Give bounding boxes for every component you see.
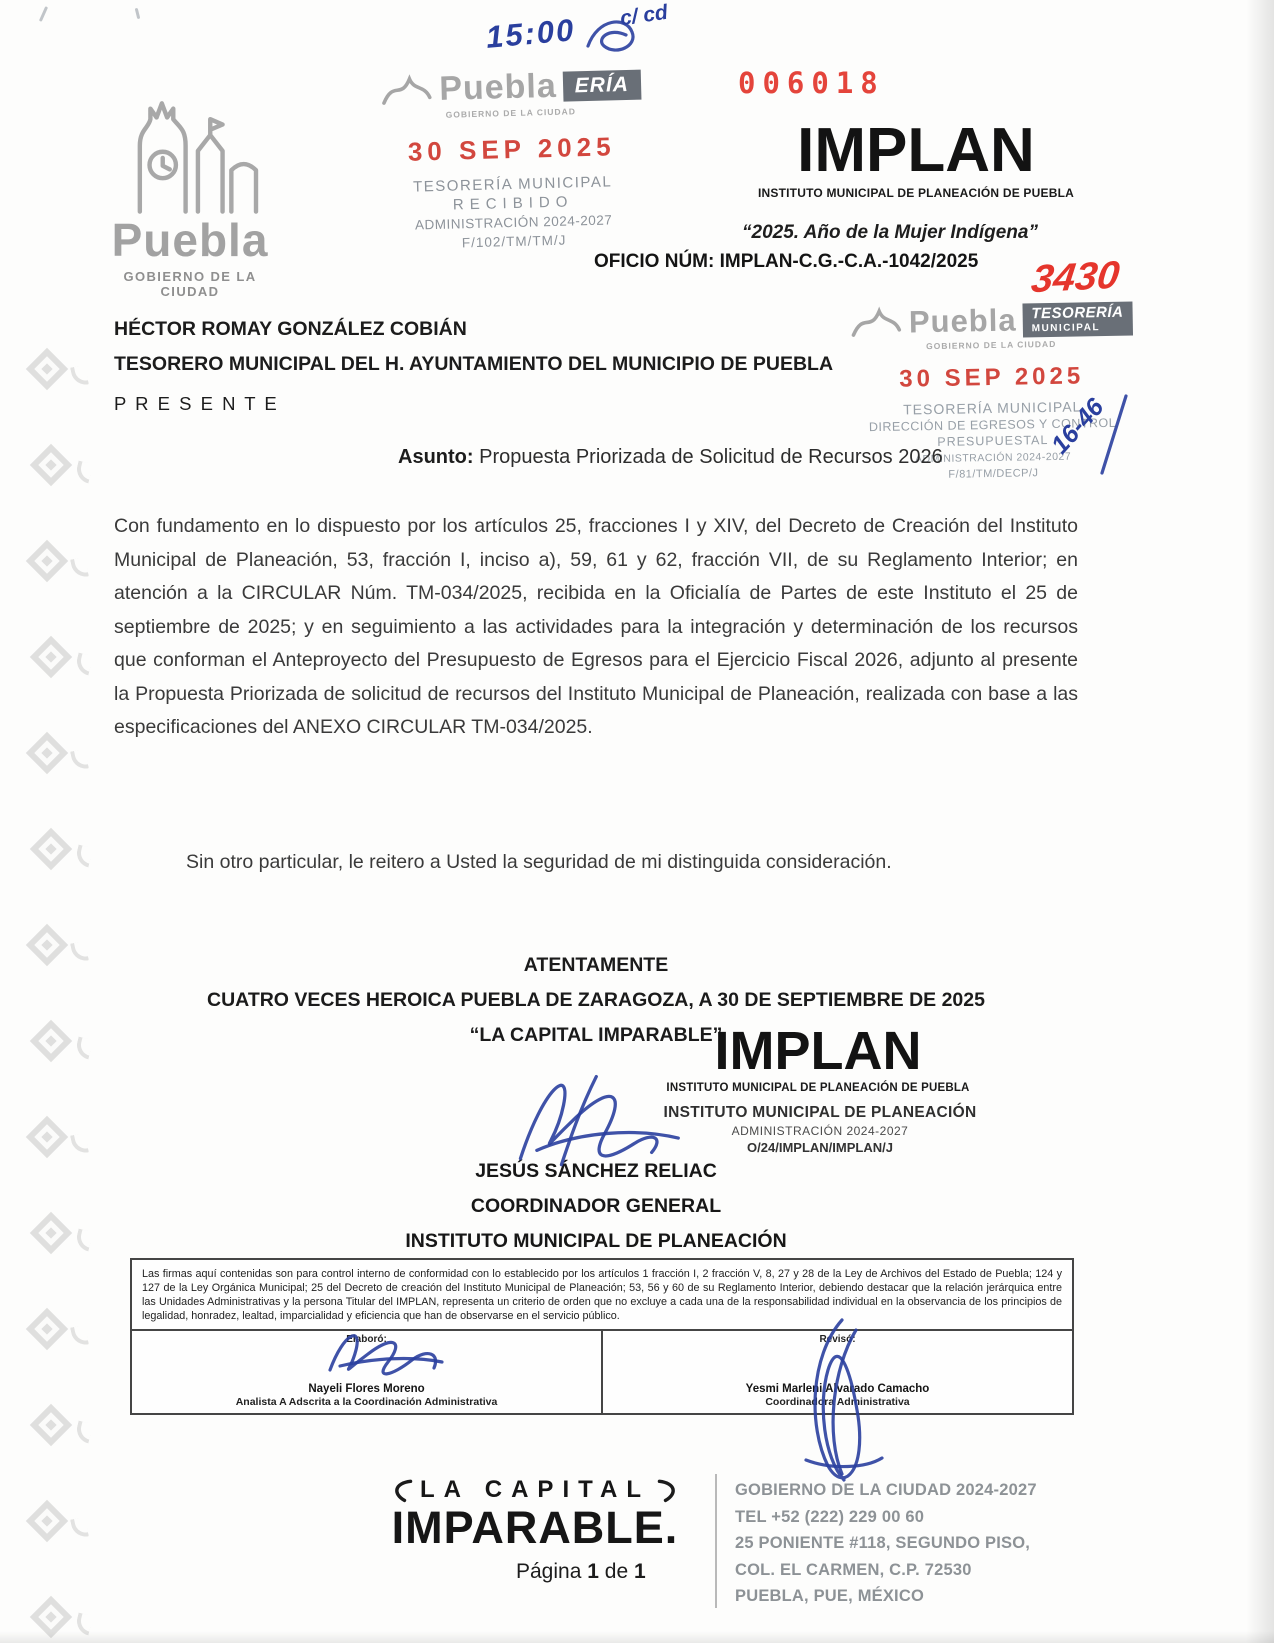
- talavera-motif: [26, 350, 96, 394]
- capital-quote-line: “LA CAPITAL IMPARABLE”: [469, 1024, 723, 1046]
- subject-label: Asunto:: [398, 446, 474, 468]
- stamp-sketch-icon: [849, 305, 904, 342]
- atentamente-line: ATENTAMENTE: [523, 954, 669, 976]
- stamp-line: ADMINISTRACIÓN 2024-2027: [414, 212, 613, 233]
- coordinator-signature: [502, 1058, 707, 1173]
- subject-text: Propuesta Priorizada de Solicitud de Recursos 2026: [473, 446, 943, 468]
- stamp-line: ADMINISTRACIÓN 2024-2027: [914, 450, 1072, 465]
- stamp-box-line: TESORERÍA: [1031, 303, 1124, 323]
- review-signature-row: [132, 1329, 1072, 1413]
- reviso-name: Yesmi Marleni Alvarado Camacho: [745, 1383, 930, 1395]
- page-current: 1: [587, 1560, 599, 1583]
- flourish-icon: [656, 1477, 682, 1503]
- stamp-line: DIRECCIÓN DE EGRESOS Y CONTROL: [868, 415, 1117, 434]
- contact-line: GOBIERNO DE LA CIUDAD 2024-2027: [735, 1481, 1037, 1499]
- stamp-line: ADMINISTRACIÓN 2024-2027: [731, 1124, 909, 1138]
- stamp-puebla-wordmark: Puebla: [908, 302, 1017, 340]
- oficio-number: OFICIO NÚM: IMPLAN-C.G.-C.A.-1042/2025: [594, 251, 979, 272]
- handwritten-note: c/ cd: [618, 0, 670, 31]
- pencil-mark: [135, 8, 141, 19]
- talavera-motif: [26, 734, 96, 778]
- stamp-line: TESORERÍA MUNICIPAL: [903, 398, 1082, 418]
- stamp-line: F/102/TM/TM/J: [461, 232, 567, 251]
- addressee-title: TESORERO MUNICIPAL DEL H. AYUNTAMIENTO DEL MUNICIPIO DE PUEBLA: [114, 353, 834, 375]
- handwritten-control-number: 3430: [1029, 253, 1122, 302]
- capital-logo-line1: LA CAPITAL: [420, 1476, 650, 1503]
- contact-line: 25 PONIENTE #118, SEGUNDO PISO,: [735, 1534, 1031, 1552]
- stamp-sketch-icon: [379, 72, 434, 109]
- received-date-stamp: 30 SEP 2025: [407, 131, 616, 167]
- body-paragraph-1: Con fundamento en lo dispuesto por los artículos 25, fracciones I y XIV, del Decreto de Creación del Instituto Municipal de Planeación, 53, fracción I, inciso a), 59, 61 y 62, fracción VII, de su Reglamento Interior; en atención a la CIRCULAR Núm. TM-034/2025, recibida en la Oficialía de Partes de este Instituto el 25 de septiembre de 2025; y en seguimiento a las actividades para la integración y determinación de los recursos que conforman el Anteproyecto del Presupuesto de Egresos para el Ejercicio Fiscal 2026, adjunto al presente la Propuesta Priorizada de solicitud de recursos del Instituto Municipal de Planeación, realizada con base a las especificaciones del ANEXO CIRCULAR TM-034/2025.: [114, 515, 1078, 738]
- talavera-motif: [26, 638, 96, 682]
- stamp-tesoreria-label: ERÍA: [562, 69, 641, 101]
- page-of: de: [604, 1560, 629, 1583]
- scan-edge-shadow: [0, 1631, 1274, 1643]
- talavera-margin-decoration: [26, 350, 96, 1642]
- elaboro-role: Analista A Adscrita a la Coordinación Administrativa: [235, 1396, 498, 1408]
- puebla-cathedral-icon: [115, 84, 265, 216]
- contact-line: COL. EL CARMEN, C.P. 72530: [735, 1560, 972, 1579]
- talavera-motif: [26, 1310, 96, 1354]
- egresos-date-stamp: 30 SEP 2025: [898, 362, 1085, 393]
- talavera-motif: [26, 926, 96, 970]
- implan-wordmark: IMPLAN: [797, 116, 1035, 185]
- talavera-motif: [26, 1022, 96, 1066]
- legal-text: Las firmas aquí contenidas son para control interno de conformidad con lo establecido por los artículos 1 fracción I, 2 fracción V, 8, 27 y 28 de la Ley de Archivos del Estado de Puebla; 124 y 127 de la Ley Orgánica Municipal; 25 del Decreto de creación del Instituto Municipal de Planeación; 53, 56 y 60 de su Reglamento Interior, debiendo destacar que la relación jerárquica entre las Unidades Administrativas y la persona Titular del IMPLAN, representa un criterio de orden que no excluye a cada una de la responsabilidad individual en la observancia de los principios de legalidad, honradez, lealtad, imparcialidad y eficiencia que han de observarse en el servicio público.: [142, 1268, 1062, 1322]
- scan-edge-shadow: [1246, 0, 1274, 1643]
- capital-logo-line2: IMPARABLE.: [391, 1502, 679, 1553]
- page-word: Página: [516, 1560, 582, 1583]
- talavera-motif: [26, 1406, 96, 1450]
- subject-line: [398, 446, 943, 469]
- stamp-line: INSTITUTO MUNICIPAL DE PLANEACIÓN: [663, 1104, 977, 1121]
- implan-logo-subtitle: INSTITUTO MUNICIPAL DE PLANEACIÓN DE PUEBLA: [666, 1082, 970, 1094]
- handwritten-time-value: 16-46: [1045, 393, 1110, 460]
- addressee-name: HÉCTOR ROMAY GONZÁLEZ COBIÁN: [114, 318, 467, 340]
- elaboro-name: Nayeli Flores Moreno: [308, 1383, 425, 1395]
- page-total: 1: [633, 1560, 646, 1583]
- capital-imparable-logo: [382, 1476, 688, 1551]
- stamp-line: F/81/TM/DECP/J: [948, 467, 1039, 481]
- stamp-tesoreria-municipal-label: [1022, 302, 1133, 337]
- talavera-motif: [26, 830, 96, 874]
- implan-logo: [748, 116, 1084, 200]
- stamp-line: PRESUPUESTAL: [937, 433, 1049, 449]
- stamp-gobierno-caption: GOBIERNO DE LA CIUDAD: [445, 106, 577, 120]
- puebla-logo-subtitle: GOBIERNO DE LA CIUDAD: [123, 269, 257, 299]
- tesoreria-received-stamp: [334, 63, 691, 255]
- implan-logo-subtitle: INSTITUTO MUNICIPAL DE PLANEACIÓN DE PUEBLA: [758, 186, 1074, 200]
- stamp-gobierno-caption: GOBIERNO DE LA CIUDAD: [925, 338, 1057, 352]
- internal-control-box: [130, 1258, 1074, 1415]
- received-stamp-text: [336, 170, 690, 255]
- signer-org: INSTITUTO MUNICIPAL DE PLANEACIÓN: [405, 1230, 787, 1252]
- signer-name: JESÚS SÁNCHEZ RELIAC: [475, 1160, 717, 1182]
- stamp-puebla-wordmark: Puebla: [438, 66, 558, 108]
- stamp-line: O/24/IMPLAN/IMPLAN/J: [747, 1140, 893, 1155]
- elaboro-signature: [316, 1318, 471, 1393]
- reviso-signature: [784, 1308, 904, 1508]
- talavera-motif: [26, 542, 96, 586]
- footer-divider: [715, 1474, 717, 1608]
- handwritten-scribble-icon: [576, 8, 652, 62]
- puebla-logo-wordmark: Puebla: [111, 214, 269, 266]
- implan-wordmark: IMPLAN: [714, 1021, 922, 1081]
- stamp-line: TESORERÍA MUNICIPAL: [412, 173, 613, 196]
- talavera-motif: [26, 446, 96, 490]
- puebla-city-logo: [92, 84, 288, 299]
- elaboro-label: Elaboró:: [346, 1334, 387, 1345]
- reviso-label: Revisó:: [819, 1334, 856, 1345]
- handwritten-time-note: 15:00: [484, 12, 577, 55]
- city-date-line: CUATRO VECES HEROICA PUEBLA DE ZARAGOZA, A 30 DE SEPTIEMBRE DE 2025: [207, 989, 985, 1011]
- addressee-present: P R E S E N T E: [114, 393, 279, 414]
- talavera-motif: [26, 1214, 96, 1258]
- stamp-line: RECIBIDO: [452, 193, 574, 214]
- folio-stamp-number: 006018: [738, 66, 885, 100]
- contact-line: PUEBLA, PUE, MÉXICO: [735, 1587, 924, 1605]
- contact-line: TEL +52 (222) 229 00 60: [735, 1507, 925, 1526]
- addressee-block: [114, 312, 833, 421]
- year-slogan: “2025. Año de la Mujer Indígena”: [742, 222, 1038, 243]
- signer-role: COORDINADOR GENERAL: [470, 1195, 722, 1217]
- flourish-icon: [388, 1477, 414, 1503]
- stamp-box-line: MUNICIPAL: [1031, 321, 1101, 335]
- handwritten-received-time: [1036, 378, 1131, 478]
- talavera-motif: [26, 1118, 96, 1162]
- reviso-role: Coordinadora Administrativa: [765, 1396, 910, 1408]
- page-number: [516, 1560, 646, 1584]
- pencil-mark: [39, 6, 48, 22]
- body-paragraph-2: Sin otro particular, le reitero a Usted la seguridad de mi distinguida consideración.: [186, 851, 892, 873]
- talavera-motif: [26, 1502, 96, 1546]
